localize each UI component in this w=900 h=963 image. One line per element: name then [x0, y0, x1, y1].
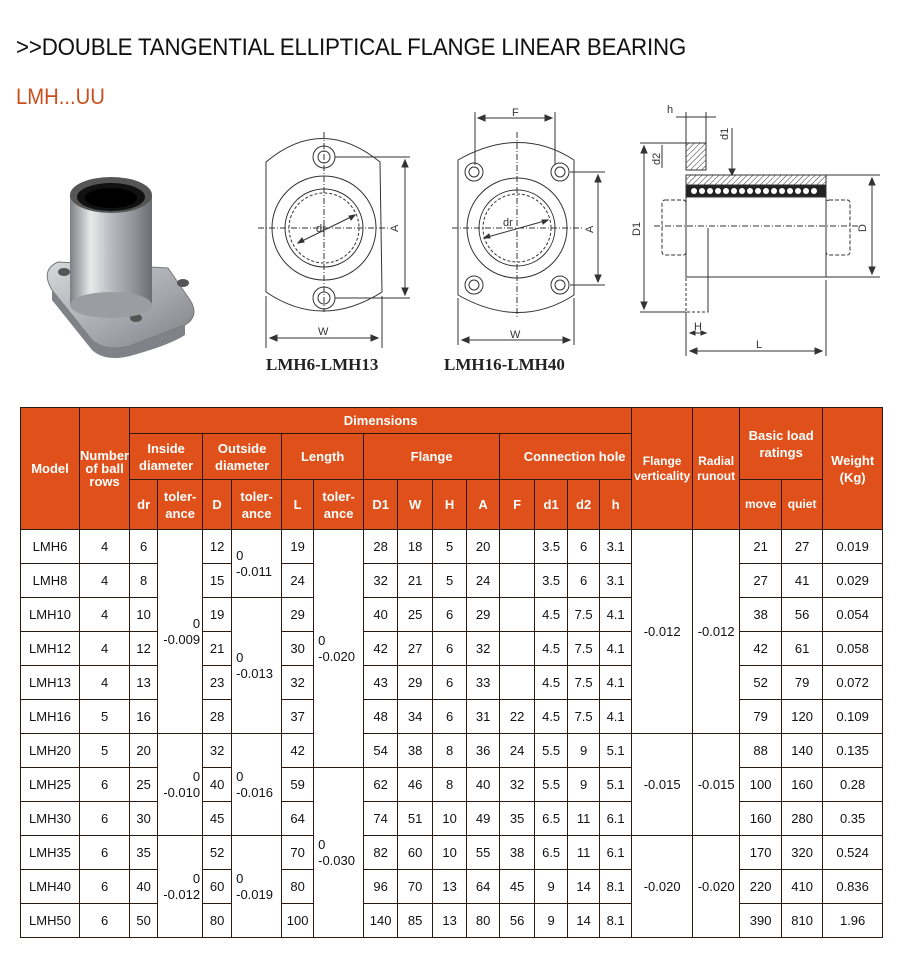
dr-label: dr [316, 223, 326, 235]
h-cell: 5.1 [600, 734, 632, 768]
d2-cell: 9 [568, 734, 600, 768]
d-tolerance-cell [232, 530, 282, 598]
tolerance-upper: 0 [236, 649, 244, 665]
d2-cell: 14 [568, 870, 600, 904]
weight-cell: 0.28 [823, 768, 883, 802]
d2-cell: 14 [568, 904, 600, 938]
d2-cell: 7.5 [568, 598, 600, 632]
quiet-load-cell: 160 [782, 768, 823, 802]
d2-cell: 11 [568, 836, 600, 870]
l-cell: 30 [282, 632, 314, 666]
h-cell: 5 [433, 530, 467, 564]
w-cell: 18 [398, 530, 433, 564]
h-cell: 8 [433, 768, 467, 802]
model-cell: LMH40 [21, 870, 80, 904]
d-cell: 28 [203, 700, 232, 734]
ball-rows-cell: 4 [80, 564, 130, 598]
f-cell [500, 632, 535, 666]
f-cell: 38 [500, 836, 535, 870]
d2-cell: 7.5 [568, 700, 600, 734]
h-cell: 13 [433, 870, 467, 904]
d-cell: 32 [203, 734, 232, 768]
move-load-cell: 42 [740, 632, 782, 666]
a-label: A [584, 225, 596, 233]
model-cell: LMH25 [21, 768, 80, 802]
quiet-load-cell: 120 [782, 700, 823, 734]
l-cell: 19 [282, 530, 314, 564]
weight-cell: 0.072 [823, 666, 883, 700]
header-dr-tolerance: toler- ance [158, 480, 203, 530]
move-load-cell: 390 [740, 904, 782, 938]
d-cell: 45 [203, 802, 232, 836]
d-cell: 80 [203, 904, 232, 938]
move-load-cell: 52 [740, 666, 782, 700]
tolerance-upper: 0 [236, 547, 244, 563]
tolerance-upper: 0 [318, 632, 326, 648]
flange-h-label: H [694, 321, 702, 333]
move-load-cell: 27 [740, 564, 782, 598]
caption-small: LMH6-LMH13 [266, 355, 379, 374]
header-radial-runout: Radial runout [693, 408, 740, 530]
d1-cell: 4.5 [535, 666, 568, 700]
radial-runout-cell: -0.012 [693, 530, 740, 734]
w-cell: 85 [398, 904, 433, 938]
quiet-load-cell: 27 [782, 530, 823, 564]
ball-rows-cell: 6 [80, 870, 130, 904]
d-tolerance-cell [232, 598, 282, 734]
d1-label: d1 [719, 127, 731, 140]
tolerance-upper: 0 [192, 870, 201, 886]
dr-cell: 30 [130, 802, 158, 836]
page-title: >>DOUBLE TANGENTIAL ELLIPTICAL FLANGE LINEAR BEARING [16, 34, 687, 61]
side-section-drawing [640, 112, 880, 356]
d-cell: 15 [203, 564, 232, 598]
d1-cell: 74 [364, 802, 398, 836]
quiet-load-cell: 280 [782, 802, 823, 836]
header-dimensions: Dimensions [130, 408, 632, 434]
front-view-large-drawing [452, 112, 605, 345]
d1-cell: 9 [535, 870, 568, 904]
header-basic-load-ratings: Basic load ratings [740, 408, 823, 480]
d2-cell: 7.5 [568, 666, 600, 700]
d-cell: 60 [203, 870, 232, 904]
d1-cell: 4.5 [535, 700, 568, 734]
w-cell: 38 [398, 734, 433, 768]
l-cell: 59 [282, 768, 314, 802]
dr-cell: 16 [130, 700, 158, 734]
table-row [21, 836, 883, 870]
header-inside-diameter: Inside diameter [130, 434, 203, 480]
h-cell: 6 [433, 598, 467, 632]
a-cell: 80 [467, 904, 500, 938]
dr-cell: 50 [130, 904, 158, 938]
table-row [21, 700, 883, 734]
a-cell: 32 [467, 632, 500, 666]
header-model: Model [21, 408, 80, 530]
header-d-tolerance: toler- ance [232, 480, 282, 530]
ball-rows-cell: 6 [80, 836, 130, 870]
table-row [21, 734, 883, 768]
ball-rows-cell: 6 [80, 768, 130, 802]
d-cell: 23 [203, 666, 232, 700]
f-cell: 56 [500, 904, 535, 938]
product-photo [47, 177, 194, 358]
weight-cell: 0.35 [823, 802, 883, 836]
model-cell: LMH30 [21, 802, 80, 836]
d2-cell: 6 [568, 530, 600, 564]
model-cell: LMH8 [21, 564, 80, 598]
header-connection-hole: Connection hole [500, 434, 632, 480]
l-tolerance-cell [314, 530, 364, 768]
header-length: Length [282, 434, 364, 480]
model-cell: LMH20 [21, 734, 80, 768]
a-cell: 31 [467, 700, 500, 734]
header-d1-outer: D1 [364, 480, 398, 530]
dr-cell: 10 [130, 598, 158, 632]
ball-rows-cell: 4 [80, 666, 130, 700]
f-label: F [512, 107, 519, 119]
dr-cell: 12 [130, 632, 158, 666]
l-cell: 37 [282, 700, 314, 734]
header-quiet: quiet [782, 480, 823, 530]
model-cell: LMH6 [21, 530, 80, 564]
tolerance-lower: -0.011 [236, 563, 273, 579]
h-cell: 5.1 [600, 768, 632, 802]
header-f: F [500, 480, 535, 530]
w-label: W [318, 326, 329, 338]
d-cell: 52 [203, 836, 232, 870]
d-cell: 21 [203, 632, 232, 666]
model-cell: LMH50 [21, 904, 80, 938]
weight-cell: 1.96 [823, 904, 883, 938]
w-cell: 60 [398, 836, 433, 870]
header-l: L [282, 480, 314, 530]
f-cell: 32 [500, 768, 535, 802]
tolerance-upper: 0 [318, 836, 326, 852]
a-cell: 49 [467, 802, 500, 836]
radial-runout-cell: -0.015 [693, 734, 740, 836]
w-cell: 34 [398, 700, 433, 734]
w-cell: 21 [398, 564, 433, 598]
quiet-load-cell: 61 [782, 632, 823, 666]
flange-verticality-cell: -0.015 [632, 734, 693, 836]
caption-large: LMH16-LMH40 [444, 355, 565, 374]
d2-cell: 7.5 [568, 632, 600, 666]
d1-cell: 140 [364, 904, 398, 938]
dr-tolerance-cell [158, 530, 203, 734]
dr-cell: 25 [130, 768, 158, 802]
d1-cell: 54 [364, 734, 398, 768]
weight-cell: 0.058 [823, 632, 883, 666]
a-cell: 33 [467, 666, 500, 700]
model-cell: LMH12 [21, 632, 80, 666]
d1-cell: 43 [364, 666, 398, 700]
d1-cell: 32 [364, 564, 398, 598]
header-flange: Flange [364, 434, 500, 480]
dr-cell: 8 [130, 564, 158, 598]
dr-cell: 6 [130, 530, 158, 564]
header-h-flange: H [433, 480, 467, 530]
d1-cell: 4.5 [535, 632, 568, 666]
weight-cell: 0.135 [823, 734, 883, 768]
header-d: D [203, 480, 232, 530]
a-cell: 24 [467, 564, 500, 598]
header-d2: d2 [568, 480, 600, 530]
tolerance-upper: 0 [236, 870, 244, 886]
l-cell: 64 [282, 802, 314, 836]
tolerance-lower: -0.019 [236, 886, 273, 902]
d1-cell: 42 [364, 632, 398, 666]
h-cell: 4.1 [600, 632, 632, 666]
d-cell: 19 [203, 598, 232, 632]
h-cell: 3.1 [600, 564, 632, 598]
ball-rows-cell: 6 [80, 802, 130, 836]
d1-cell: 82 [364, 836, 398, 870]
d1-outer-label: D1 [631, 221, 643, 236]
radial-runout-cell: -0.020 [693, 836, 740, 938]
w-cell: 29 [398, 666, 433, 700]
dr-tolerance-cell [158, 836, 203, 938]
ball-rows-cell: 4 [80, 632, 130, 666]
tolerance-lower: -0.020 [318, 648, 355, 664]
dr-cell: 20 [130, 734, 158, 768]
l-cell: 42 [282, 734, 314, 768]
weight-cell: 0.029 [823, 564, 883, 598]
l-tolerance-cell [314, 768, 364, 938]
quiet-load-cell: 410 [782, 870, 823, 904]
d1-cell: 3.5 [535, 564, 568, 598]
weight-cell: 0.109 [823, 700, 883, 734]
dr-tolerance-cell [158, 734, 203, 836]
weight-cell: 0.836 [823, 870, 883, 904]
a-cell: 29 [467, 598, 500, 632]
d2-cell: 6 [568, 564, 600, 598]
d1-cell: 40 [364, 598, 398, 632]
d2-cell: 9 [568, 768, 600, 802]
h-cell: 8 [433, 734, 467, 768]
tolerance-upper: 0 [236, 768, 244, 784]
d1-cell: 6.5 [535, 802, 568, 836]
model-cell: LMH35 [21, 836, 80, 870]
d1-cell: 5.5 [535, 734, 568, 768]
w-label: W [510, 329, 521, 341]
header-weight: Weight (Kg) [823, 408, 883, 530]
ball-rows-cell: 4 [80, 598, 130, 632]
tolerance-lower: -0.030 [318, 852, 355, 868]
a-cell: 40 [467, 768, 500, 802]
a-cell: 36 [467, 734, 500, 768]
h-cell: 6 [433, 632, 467, 666]
dr-label: dr [503, 217, 513, 229]
f-cell [500, 666, 535, 700]
h-cell: 6 [433, 700, 467, 734]
w-cell: 46 [398, 768, 433, 802]
quiet-load-cell: 41 [782, 564, 823, 598]
quiet-load-cell: 320 [782, 836, 823, 870]
dr-cell: 35 [130, 836, 158, 870]
move-load-cell: 220 [740, 870, 782, 904]
w-cell: 27 [398, 632, 433, 666]
f-cell: 45 [500, 870, 535, 904]
header-ball-rows: Number of ball rows [80, 408, 130, 530]
a-label: A [389, 224, 401, 232]
header-dr: dr [130, 480, 158, 530]
move-load-cell: 160 [740, 802, 782, 836]
a-cell: 20 [467, 530, 500, 564]
tolerance-lower: -0.010 [163, 784, 201, 800]
table-row [21, 564, 883, 598]
d-cell: 12 [203, 530, 232, 564]
h-cell: 4.1 [600, 598, 632, 632]
f-cell: 35 [500, 802, 535, 836]
d1-cell: 4.5 [535, 598, 568, 632]
dr-cell: 13 [130, 666, 158, 700]
h-cell: 8.1 [600, 904, 632, 938]
l-cell: 100 [282, 904, 314, 938]
table-row [21, 802, 883, 836]
h-cell: 6 [433, 666, 467, 700]
dr-cell: 40 [130, 870, 158, 904]
h-cell: 10 [433, 836, 467, 870]
l-cell: 32 [282, 666, 314, 700]
w-cell: 25 [398, 598, 433, 632]
quiet-load-cell: 140 [782, 734, 823, 768]
header-w: W [398, 480, 433, 530]
d1-cell: 96 [364, 870, 398, 904]
h-cell: 13 [433, 904, 467, 938]
f-cell: 22 [500, 700, 535, 734]
h-cell: 8.1 [600, 870, 632, 904]
f-cell: 24 [500, 734, 535, 768]
weight-cell: 0.524 [823, 836, 883, 870]
header-d1: d1 [535, 480, 568, 530]
a-cell: 64 [467, 870, 500, 904]
ball-rows-cell: 4 [80, 530, 130, 564]
front-view-small-drawing [258, 132, 410, 348]
d1-cell: 5.5 [535, 768, 568, 802]
d1-cell: 3.5 [535, 530, 568, 564]
model-cell: LMH16 [21, 700, 80, 734]
table-row [21, 870, 883, 904]
f-cell [500, 530, 535, 564]
tolerance-upper: 0 [192, 768, 201, 784]
h-cell: 4.1 [600, 666, 632, 700]
tolerance-lower: -0.013 [236, 665, 273, 681]
d2-cell: 11 [568, 802, 600, 836]
ball-rows-cell: 5 [80, 700, 130, 734]
series-subtitle: LMH...UU [16, 84, 105, 109]
d-tolerance-cell [232, 836, 282, 938]
move-load-cell: 88 [740, 734, 782, 768]
d1-cell: 9 [535, 904, 568, 938]
table-row [21, 768, 883, 802]
w-cell: 70 [398, 870, 433, 904]
h-cell: 3.1 [600, 530, 632, 564]
tolerance-upper: 0 [192, 615, 201, 631]
h-cell: 10 [433, 802, 467, 836]
move-load-cell: 79 [740, 700, 782, 734]
table-row [21, 598, 883, 632]
d1-cell: 28 [364, 530, 398, 564]
header-a: A [467, 480, 500, 530]
weight-cell: 0.054 [823, 598, 883, 632]
d-tolerance-cell [232, 734, 282, 836]
specification-table [20, 407, 883, 938]
h-cell: 6.1 [600, 836, 632, 870]
l-label: L [756, 339, 763, 351]
header-h: h [600, 480, 632, 530]
f-cell [500, 598, 535, 632]
flange-verticality-cell: -0.020 [632, 836, 693, 938]
h-cell: 6.1 [600, 802, 632, 836]
table-row [21, 666, 883, 700]
weight-cell: 0.019 [823, 530, 883, 564]
move-load-cell: 21 [740, 530, 782, 564]
a-cell: 55 [467, 836, 500, 870]
table-row [21, 530, 883, 564]
flange-verticality-cell: -0.012 [632, 530, 693, 734]
header-l-tolerance: toler- ance [314, 480, 364, 530]
move-load-cell: 170 [740, 836, 782, 870]
table-row [21, 904, 883, 938]
model-cell: LMH13 [21, 666, 80, 700]
quiet-load-cell: 810 [782, 904, 823, 938]
d1-cell: 6.5 [535, 836, 568, 870]
l-cell: 29 [282, 598, 314, 632]
tolerance-lower: -0.009 [163, 631, 201, 647]
l-cell: 80 [282, 870, 314, 904]
l-cell: 24 [282, 564, 314, 598]
h-cell: 5 [433, 564, 467, 598]
header-flange-verticality: Flange verticality [632, 408, 693, 530]
header-outside-diameter: Outside diameter [203, 434, 282, 480]
table-row [21, 632, 883, 666]
move-load-cell: 100 [740, 768, 782, 802]
tolerance-lower: -0.012 [163, 886, 201, 902]
d1-cell: 62 [364, 768, 398, 802]
w-cell: 51 [398, 802, 433, 836]
technical-drawings [0, 100, 900, 390]
header-move: move [740, 480, 782, 530]
h-label: h [667, 104, 674, 116]
ball-rows-cell: 5 [80, 734, 130, 768]
d2-label: d2 [651, 152, 663, 165]
quiet-load-cell: 79 [782, 666, 823, 700]
quiet-load-cell: 56 [782, 598, 823, 632]
d-cell: 40 [203, 768, 232, 802]
f-cell [500, 564, 535, 598]
d-label: D [857, 224, 869, 232]
d1-cell: 48 [364, 700, 398, 734]
l-cell: 70 [282, 836, 314, 870]
tolerance-lower: -0.016 [236, 784, 273, 800]
ball-rows-cell: 6 [80, 904, 130, 938]
h-cell: 4.1 [600, 700, 632, 734]
move-load-cell: 38 [740, 598, 782, 632]
model-cell: LMH10 [21, 598, 80, 632]
